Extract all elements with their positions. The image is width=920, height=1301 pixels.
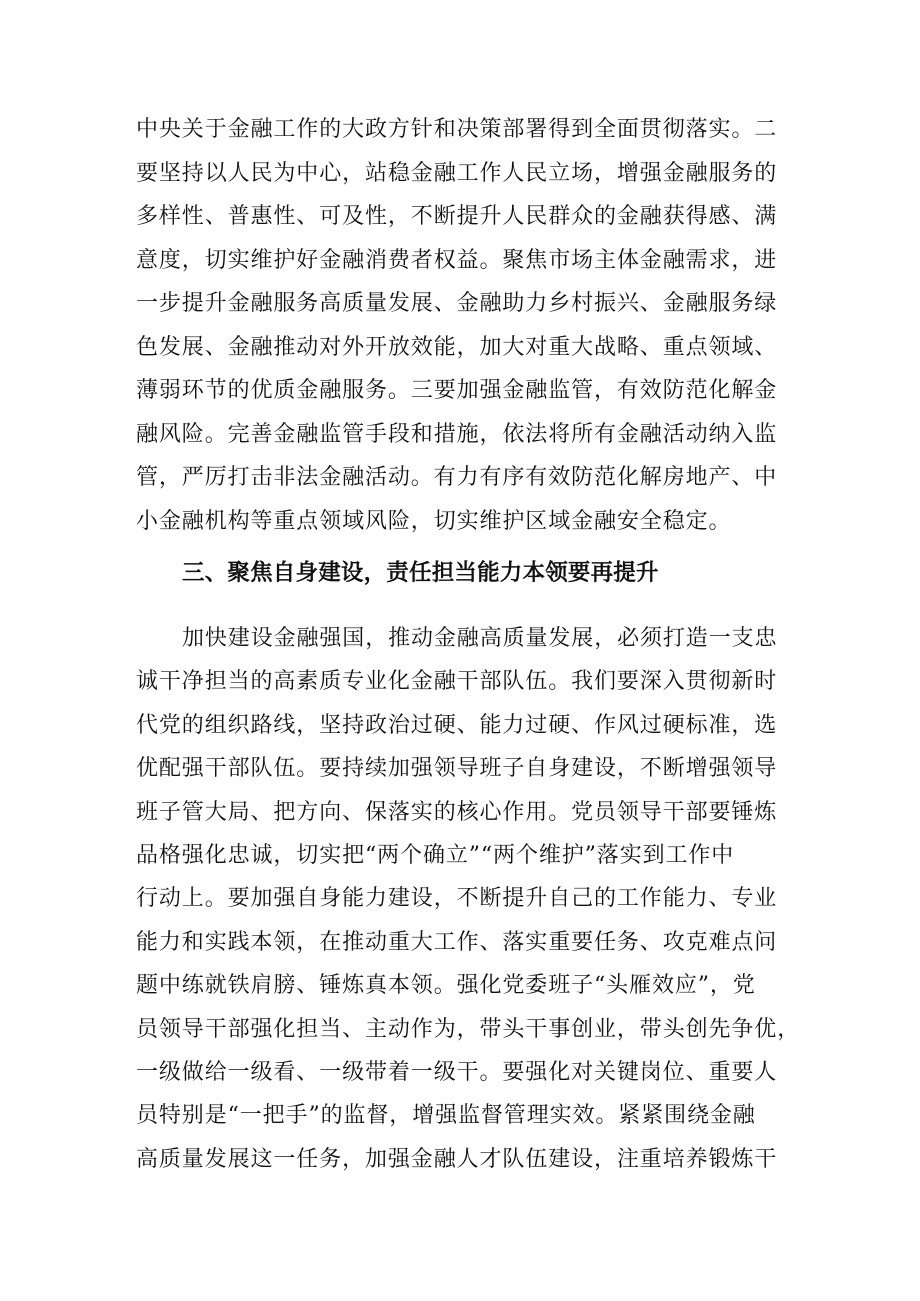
paragraph-line: 色发展、金融推动对外开放效能，加大对重大战略、重点领域、 xyxy=(136,334,778,360)
paragraph-line: 品格强化忠诚，切实把“两个确立”“两个维护”落实到工作中 xyxy=(136,842,735,868)
paragraph-line: 中央关于金融工作的大政方针和决策部署得到全面贯彻落实。二 xyxy=(136,117,778,142)
paragraph-continued xyxy=(136,108,786,543)
paragraph-line: 高质量发展这一任务，加强金融人才队伍建设，注重培养锻炼干 xyxy=(136,1146,778,1172)
paragraph-line: 融风险。完善金融监管手段和措施，依法将所有金融活动纳入监 xyxy=(136,421,778,447)
paragraph-line: 小金融机构等重点领域风险，切实维护区域金融安全稳定。 xyxy=(136,508,732,534)
paragraph-line: 一步提升金融服务高质量发展、金融助力乡村振兴、金融服务绿 xyxy=(136,291,778,316)
paragraph-line: 一级做给一级看、一级带着一级干。要强化对关键岗位、重要人 xyxy=(136,1059,778,1085)
paragraph-line: 能力和实践本领，在推动重大工作、落实重要任务、攻克难点问 xyxy=(136,929,778,955)
paragraph-line: 多样性、普惠性、可及性，不断提升人民群众的金融获得感、满 xyxy=(136,204,778,229)
paragraph-line: 题中练就铁肩膀、锤炼真本领。强化党委班子“头雁效应”，党 xyxy=(136,973,756,999)
paragraph-line: 代党的组织路线，坚持政治过硬、能力过硬、作风过硬标准，选 xyxy=(136,712,778,738)
paragraph-line: 要坚持以人民为中心，站稳金融工作人民立场，增强金融服务的 xyxy=(136,160,778,186)
paragraph-line: 管，严厉打击非法金融活动。有力有序有效防范化解房地产、中 xyxy=(136,465,778,490)
paragraph-line: 优配强干部队伍。要持续加强领导班子自身建设，不断增强领导 xyxy=(136,756,778,782)
paragraph-line: 员领导干部强化担当、主动作为，带头干事创业，带头创先争优， xyxy=(136,1016,801,1042)
paragraph-line: 诚干净担当的高素质专业化金融干部队伍。我们要深入贯彻新时 xyxy=(136,669,778,695)
section-heading: 三、聚焦自身建设，责任担当能力本领要再提升 xyxy=(182,560,659,586)
paragraph-section-3 xyxy=(136,617,801,1181)
paragraph-line: 薄弱环节的优质金融服务。三要加强金融监管，有效防范化解金 xyxy=(136,378,778,403)
paragraph-line: 意度，切实维护好金融消费者权益。聚焦市场主体金融需求，进 xyxy=(136,247,778,273)
paragraph-line: 员特别是“一把手”的监督，增强监督管理实效。紧紧围绕金融 xyxy=(136,1103,756,1129)
paragraph-line: 行动上。要加强自身能力建设，不断提升自己的工作能力、专业 xyxy=(136,886,778,912)
paragraph-line: 班子管大局、把方向、保落实的核心作用。党员领导干部要锤炼 xyxy=(136,799,778,825)
paragraph-line: 加快建设金融强国，推动金融高质量发展，必须打造一支忠 xyxy=(182,626,778,651)
